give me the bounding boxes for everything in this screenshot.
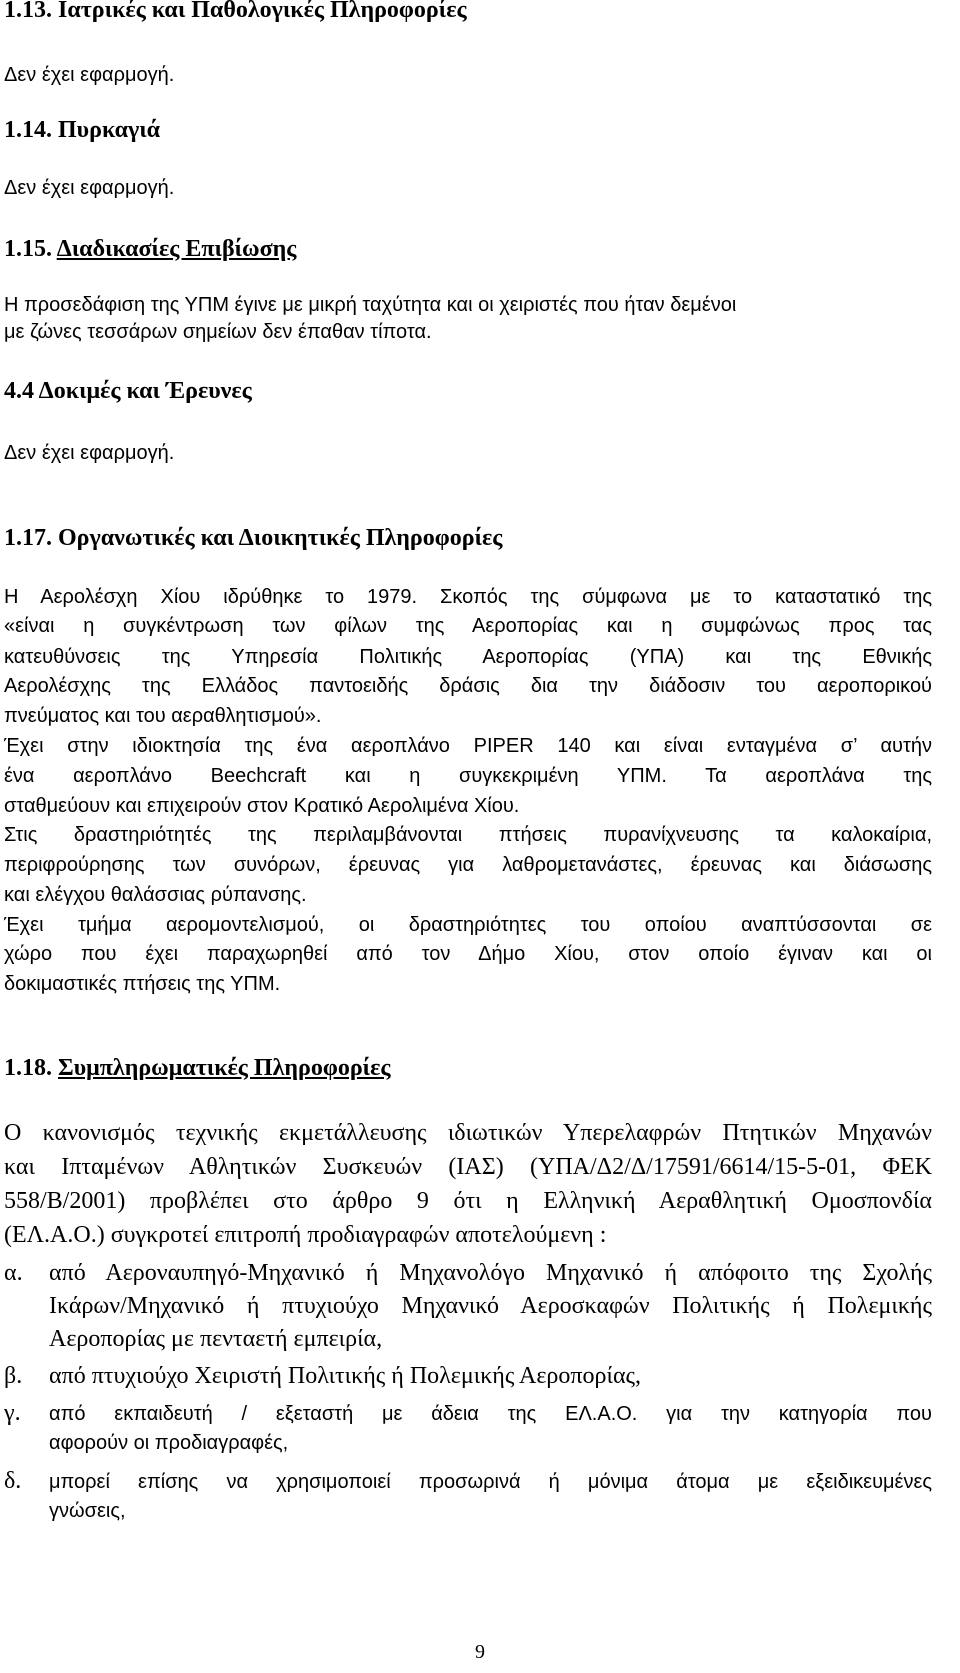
list-item-line: από Αεροναυπηγό-Μηχανικό ή Μηχανολόγο Μηχανικό ή απόφοιτο της Σχολής bbox=[49, 1260, 932, 1286]
paragraph-line: κατευθύνσεις της Υπηρεσία Πολιτικής Αεροπορίας (ΥΠΑ) και της Εθνικής bbox=[4, 646, 932, 668]
paragraph-line: Η Αερολέσχη Χίου ιδρύθηκε το 1979. Σκοπός της σύμφωνα με το καταστατικό της bbox=[4, 586, 932, 608]
heading-4-4: 4.4 Δοκιμές και Έρευνες bbox=[4, 378, 252, 404]
paragraph-line: και Ιπταμένων Αθλητικών Συσκευών (ΙΑΣ) (ΥΠΑ/Δ2/Δ/17591/6614/15-5-01, ΦΕΚ bbox=[4, 1154, 932, 1180]
body-1-15-line-2: με ζώνες τεσσάρων σημείων δεν έπαθαν τίποτα. bbox=[4, 321, 432, 343]
list-item-line: αφορούν οι προδιαγραφές, bbox=[49, 1432, 289, 1454]
paragraph-line: (ΕΛ.Α.Ο.) συγκροτεί επιτροπή προδιαγραφών αποτελούμενη : bbox=[4, 1222, 607, 1248]
heading-1-13: 1.13. Ιατρικές και Παθολογικές Πληροφορίες bbox=[4, 0, 467, 23]
paragraph-line: χώρο που έχει παραχωρηθεί από τον Δήμο Χίου, στον οποίο έγιναν και οι bbox=[4, 943, 932, 965]
body-1-14: Δεν έχει εφαρμογή. bbox=[4, 177, 175, 199]
paragraph-line: «είναι η συγκέντρωση των φίλων της Αεροπορίας και η συμφώνως προς τας bbox=[4, 615, 932, 637]
list-marker: δ. bbox=[4, 1468, 22, 1494]
page-number: 9 bbox=[475, 1641, 485, 1663]
paragraph-line: ένα αεροπλάνο Beechcraft και η συγκεκριμένη ΥΠΜ. Τα αεροπλάνα της bbox=[4, 765, 932, 787]
paragraph-line: και ελέγχου θαλάσσιας ρύπανσης. bbox=[4, 884, 307, 906]
list-item-line: από πτυχιούχο Χειριστή Πολιτικής ή Πολεμικής Αεροπορίας, bbox=[49, 1363, 642, 1389]
paragraph-line: περιφρούρησης των συνόρων, έρευνας για λαθρομετανάστες, έρευνας και διάσωσης bbox=[4, 854, 932, 876]
body-4-4: Δεν έχει εφαρμογή. bbox=[4, 442, 175, 464]
heading-1-14: 1.14. Πυρκαγιά bbox=[4, 117, 161, 143]
paragraph-line: Αερολέσχης της Ελλάδος παντοειδής δράσις δια την διάδοσιν του αεροπορικού bbox=[4, 675, 932, 697]
list-marker: β. bbox=[4, 1363, 23, 1389]
body-1-13: Δεν έχει εφαρμογή. bbox=[4, 64, 175, 86]
list-item-line: Αεροπορίας με πενταετή εμπειρία, bbox=[49, 1326, 383, 1352]
list-marker: γ. bbox=[4, 1400, 21, 1426]
paragraph-line: δοκιμαστικές πτήσεις της ΥΠΜ. bbox=[4, 973, 281, 995]
list-item-line: από εκπαιδευτή / εξεταστή με άδεια της ΕΛ.Α.Ο. για την κατηγορία που bbox=[49, 1403, 932, 1425]
list-item-line: γνώσεις, bbox=[49, 1500, 126, 1522]
paragraph-line: Έχει τμήμα αερομοντελισμού, οι δραστηριότητες του οποίου αναπτύσσονται σε bbox=[4, 914, 932, 936]
body-1-15-line-1: Η προσεδάφιση της ΥΠΜ έγινε με μικρή ταχύτητα και οι χειριστές που ήταν δεμένοι bbox=[4, 294, 737, 316]
list-marker: α. bbox=[4, 1260, 23, 1286]
heading-1-17: 1.17. Οργανωτικές και Διοικητικές Πληροφορίες bbox=[4, 525, 503, 551]
paragraph-line: Έχει στην ιδιοκτησία της ένα αεροπλάνο PIPER 140 και είναι ενταγμένα σ’ αυτήν bbox=[4, 735, 932, 757]
heading-1-18: 1.18. Συμπληρωματικές Πληροφορίες bbox=[4, 1055, 391, 1081]
paragraph-line: Ο κανονισμός τεχνικής εκμετάλλευσης ιδιωτικών Υπερελαφρών Πτητικών Μηχανών bbox=[4, 1120, 932, 1146]
list-item-line: μπορεί επίσης να χρησιμοποιεί προσωρινά ή μόνιμα άτομα με εξειδικευμένες bbox=[49, 1471, 932, 1493]
paragraph-line: 558/Β/2001) προβλέπει στο άρθρο 9 ότι η Ελληνική Αεραθλητική Ομοσπονδία bbox=[4, 1188, 932, 1214]
heading-1-15: 1.15. Διαδικασίες Επιβίωσης bbox=[4, 236, 297, 262]
list-item-line: Ικάρων/Μηχανικό ή πτυχιούχο Μηχανικό Αεροσκαφών Πολιτικής ή Πολεμικής bbox=[49, 1293, 932, 1319]
paragraph-line: πνεύματος και του αεραθλητισμού». bbox=[4, 705, 322, 727]
paragraph-line: Στις δραστηριότητές της περιλαμβάνονται πτήσεις πυρανίχνευσης τα καλοκαίρια, bbox=[4, 824, 932, 846]
paragraph-line: σταθμεύουν και επιχειρούν στον Κρατικό Αερολιμένα Χίου. bbox=[4, 795, 520, 817]
